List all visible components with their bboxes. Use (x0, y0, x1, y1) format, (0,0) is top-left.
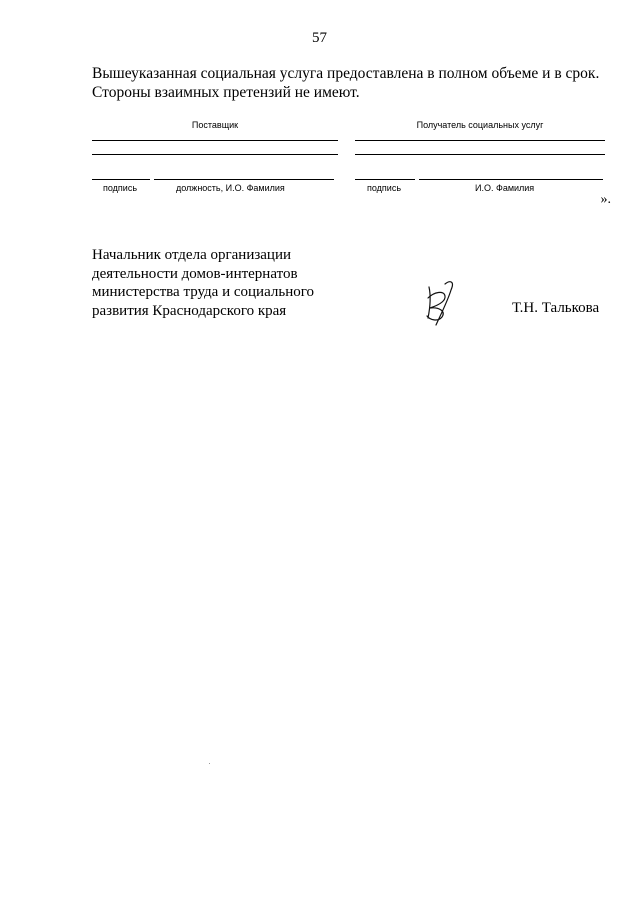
closing-quote: ». (600, 192, 611, 207)
recipient-line-2 (355, 154, 605, 155)
supplier-signature-line (92, 179, 150, 180)
recipient-line-1 (355, 140, 605, 141)
supplier-position-label: должность, И.О. Фамилия (176, 183, 285, 193)
official-title-line-1: Начальник отдела организации (92, 247, 292, 263)
statement-line-1: Вышеуказанная социальная услуга предоставлена в полном объеме и в срок. (92, 65, 600, 82)
recipient-heading: Получатель социальных услуг (416, 120, 544, 130)
statement-line-2: Стороны взаимных претензий не имеют. (92, 84, 360, 101)
supplier-line-1 (92, 140, 338, 141)
recipient-name-label: И.О. Фамилия (475, 183, 535, 193)
page-number: 57 (312, 30, 327, 46)
official-title-line-2: деятельности домов-интернатов (92, 265, 298, 282)
recipient-name-line (419, 179, 603, 180)
supplier-signature-label: подпись (103, 183, 138, 193)
signer-name: Т.Н. Талькова (512, 300, 600, 316)
official-title-line-3: министерства труда и социального (92, 284, 314, 300)
recipient-signature-line (355, 179, 415, 180)
official-title (92, 246, 392, 320)
handwritten-signature (420, 278, 460, 328)
official-title-line-4: развития Краснодарского края (92, 302, 287, 319)
scan-speck (209, 763, 210, 764)
supplier-heading: Поставщик (191, 120, 239, 130)
supplier-position-line (154, 179, 334, 180)
statement-paragraph (92, 64, 632, 102)
supplier-line-2 (92, 154, 338, 155)
recipient-signature-label: подпись (367, 183, 402, 193)
